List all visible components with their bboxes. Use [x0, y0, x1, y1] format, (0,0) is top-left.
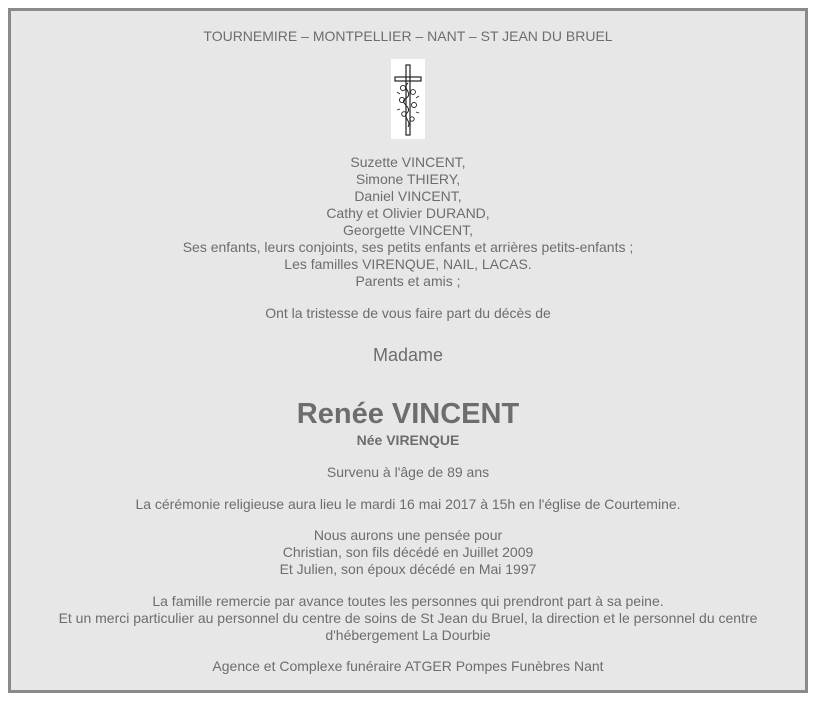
family-line: Parents et amis ;	[355, 273, 461, 289]
remembrance-block	[11, 527, 805, 578]
remembrance-line: Christian, son fils décédé en Juillet 2009	[282, 544, 534, 560]
family-line: Les familles VIRENQUE, NAIL, LACAS.	[284, 256, 532, 272]
ceremony-text: La cérémonie religieuse aura lieu le mardi 16 mai 2017 à 15h en l'église de Courtemine.	[135, 496, 681, 512]
thanks-line: La famille remercie par avance toutes les personnes qui prendront part à sa peine.	[152, 593, 664, 609]
remembrance-line: Nous aurons une pensée pour	[313, 527, 503, 543]
family-list	[11, 154, 805, 290]
remembrance-line: Et Julien, son époux décédé en Mai 1997	[279, 561, 537, 577]
family-line: Simone THIERY,	[355, 171, 461, 187]
funeral-agency: Agence et Complexe funéraire ATGER Pompes Funèbres Nant	[212, 658, 604, 674]
family-line: Georgette VINCENT,	[343, 222, 473, 238]
honorific-title: Madame	[372, 345, 444, 365]
thanks-line: Et un merci particulier au personnel du centre de soins de St Jean du Bruel, la direction et le personnel du centre	[58, 610, 758, 626]
maiden-name: Née VIRENQUE	[356, 432, 460, 448]
family-line: Suzette VINCENT,	[350, 154, 466, 170]
family-line: Ses enfants, leurs conjoints, ses petits enfants et arrières petits-enfants ;	[182, 239, 634, 255]
cross-with-roses-icon	[391, 59, 425, 139]
obituary-card	[8, 8, 808, 693]
family-line: Cathy et Olivier DURAND,	[326, 205, 490, 221]
family-line: Daniel VINCENT,	[354, 188, 462, 204]
announcement-text: Ont la tristesse de vous faire part du décès de	[265, 305, 551, 321]
thanks-line: d'hébergement La Dourbie	[325, 627, 491, 643]
age-text: Survenu à l'âge de 89 ans	[326, 464, 490, 480]
thanks-block	[11, 593, 805, 644]
locations-header: TOURNEMIRE – MONTPELLIER – NANT – ST JEAN DU BRUEL	[203, 28, 613, 44]
deceased-name: Renée VINCENT	[296, 398, 520, 430]
